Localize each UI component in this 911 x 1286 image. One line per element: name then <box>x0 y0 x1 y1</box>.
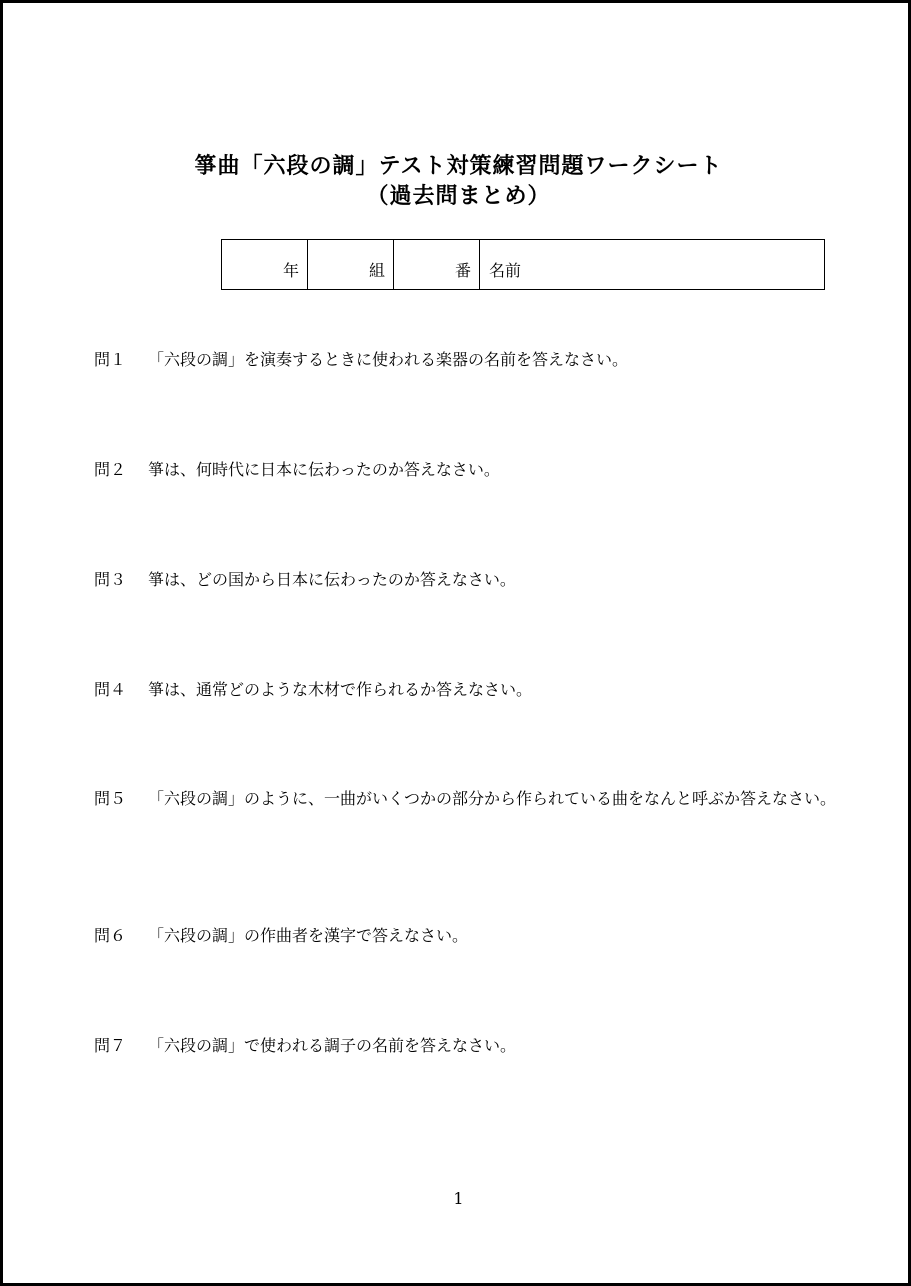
worksheet-title: 箏曲「六段の調」テスト対策練習問題ワークシート <box>194 154 723 179</box>
question-number: 問６ <box>94 926 127 945</box>
question-number: 問５ <box>94 789 127 808</box>
year-field[interactable] <box>222 240 308 289</box>
name-label: 名前 <box>489 261 522 280</box>
page-number: 1 <box>453 1189 464 1208</box>
worksheet-subtitle: （過去問まとめ） <box>366 184 551 209</box>
question-text: 「六段の調」で使われる調子の名前を答えなさい。 <box>148 1036 517 1055</box>
question-number: 問４ <box>94 680 127 699</box>
question-number: 問１ <box>94 350 127 369</box>
class-label: 組 <box>368 261 385 280</box>
question-number: 問７ <box>94 1036 127 1055</box>
student-number-field[interactable] <box>394 240 480 289</box>
question-text: 「六段の調」を演奏するときに使われる楽器の名前を答えなさい。 <box>148 350 629 369</box>
question-number: 問３ <box>94 570 127 589</box>
student-number-label: 番 <box>454 261 471 280</box>
class-field[interactable] <box>308 240 394 289</box>
student-info-table <box>221 239 825 290</box>
question-text: 「六段の調」のように、一曲がいくつかの部分から作られている曲をなんと呼ぶか答えなさい。 <box>148 789 837 808</box>
question-text: 箏は、通常どのような木材で作られるか答えなさい。 <box>148 680 533 699</box>
question-text: 「六段の調」の作曲者を漢字で答えなさい。 <box>148 926 469 945</box>
question-text: 箏は、どの国から日本に伝わったのか答えなさい。 <box>148 570 516 589</box>
year-label: 年 <box>282 261 299 280</box>
question-text: 箏は、何時代に日本に伝わったのか答えなさい。 <box>148 460 500 479</box>
question-number: 問２ <box>94 460 127 479</box>
name-field[interactable] <box>480 240 824 289</box>
